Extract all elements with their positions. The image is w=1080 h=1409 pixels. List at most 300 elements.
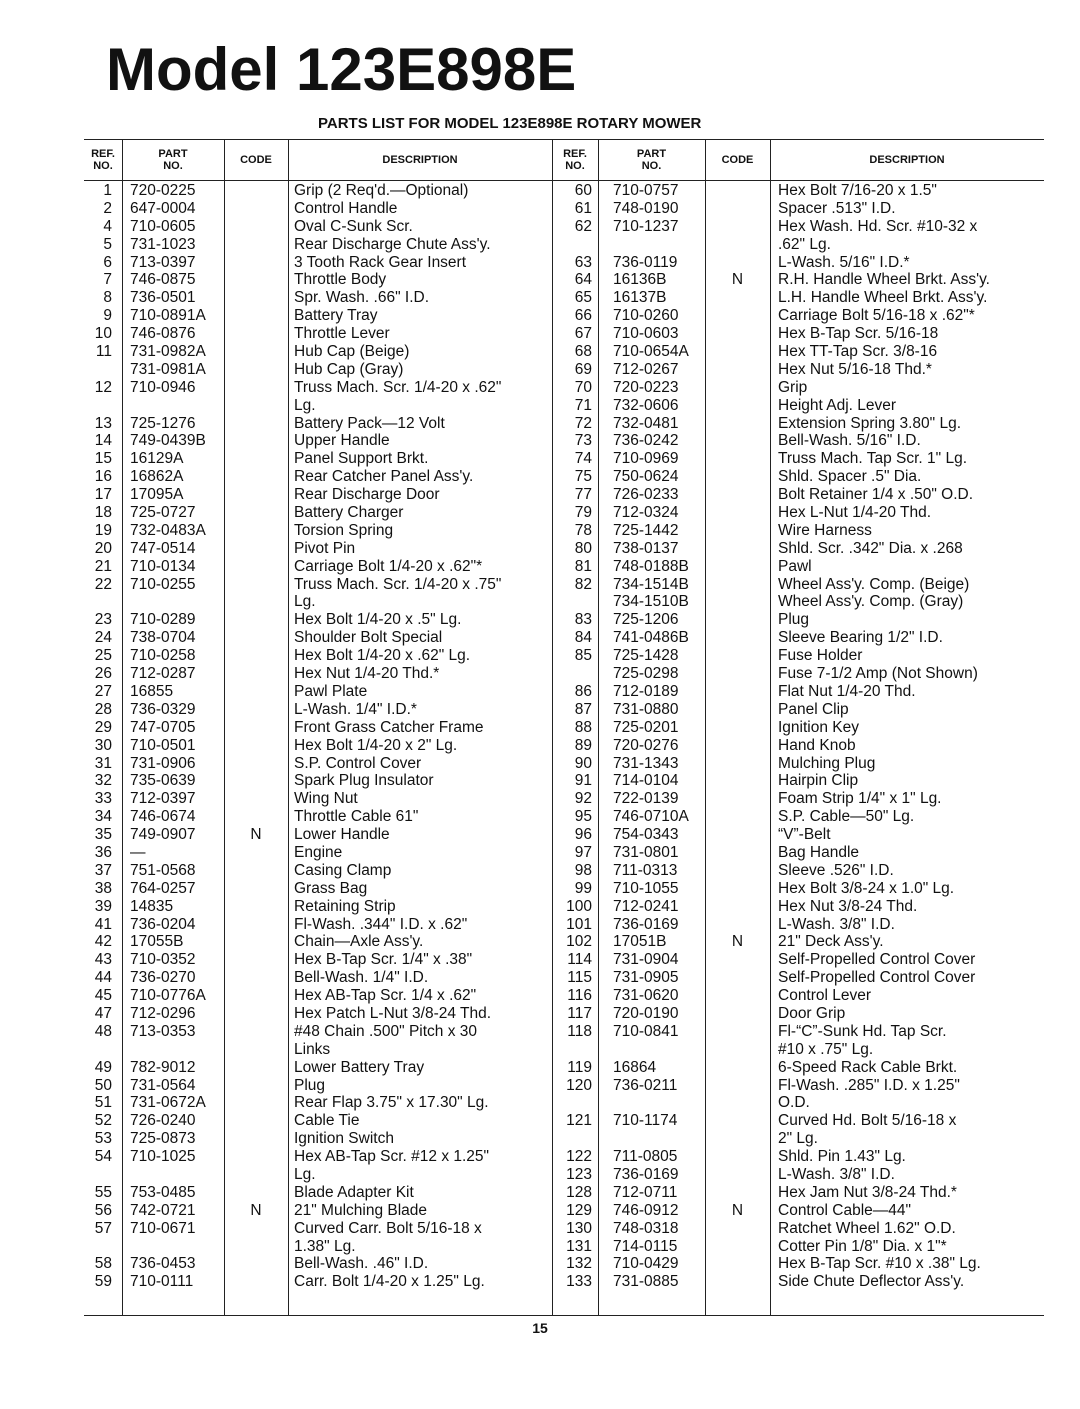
cell-part: 736-0211 xyxy=(613,1076,678,1094)
cell-part: 734-1514B xyxy=(613,575,689,593)
cell-part: 731-0801 xyxy=(613,843,679,861)
cell-part: 710-0352 xyxy=(130,951,196,969)
table-row xyxy=(84,307,1044,325)
cell-part: 713-0353 xyxy=(130,1022,196,1040)
cell-part: 731-0672A xyxy=(130,1094,206,1112)
table-row xyxy=(84,1041,1044,1059)
cell-part: 764-0257 xyxy=(130,879,196,897)
cell-ref: 98 xyxy=(574,861,592,879)
cell-part: 731-0564 xyxy=(130,1076,196,1094)
cell-ref: 26 xyxy=(94,665,112,683)
cell-part: 746-0674 xyxy=(130,808,196,826)
cell-desc: Grip (2 Req'd.—Optional) xyxy=(294,182,469,199)
cell-part: 731-0981A xyxy=(130,360,206,378)
table-row xyxy=(84,969,1044,987)
table-row xyxy=(84,289,1044,307)
cell-ref: 37 xyxy=(94,861,112,879)
cell-ref: 96 xyxy=(574,826,592,844)
cell-ref: 83 xyxy=(574,611,592,629)
cell-ref: 21 xyxy=(94,557,112,575)
cell-desc: Door Grip xyxy=(778,1004,846,1022)
cell-desc: 6-Speed Rack Cable Brkt. xyxy=(778,1058,958,1076)
cell-desc: Hex AB-Tap Scr. #12 x 1.25" xyxy=(294,1148,490,1166)
cell-desc: Wing Nut xyxy=(294,790,358,808)
table-row xyxy=(84,862,1044,880)
table-row xyxy=(84,1184,1044,1202)
cell-ref: 42 xyxy=(94,933,112,951)
cell-desc: Fl-Wash. .285" I.D. x 1.25" xyxy=(778,1076,960,1094)
cell-ref: 132 xyxy=(566,1255,592,1273)
cell-desc: Hex B-Tap Scr. 5/16-18 xyxy=(778,325,939,343)
cell-part: 710-0671 xyxy=(130,1219,196,1237)
cell-ref: 64 xyxy=(574,271,592,289)
cell-ref: 55 xyxy=(94,1183,112,1201)
cell-desc: Curved Carr. Bolt 5/16-18 x xyxy=(294,1219,482,1237)
cell-desc: Shld. Pin 1.43" Lg. xyxy=(778,1148,906,1166)
cell-part: 16136B xyxy=(613,271,667,289)
header-ref-line-1: REF. xyxy=(563,148,587,160)
cell-part: 725-1428 xyxy=(613,647,679,665)
cell-part: 725-1442 xyxy=(613,521,679,539)
cell-desc: Hex B-Tap Scr. #10 x .38" Lg. xyxy=(778,1255,981,1273)
cell-ref: 58 xyxy=(94,1255,112,1273)
table-row xyxy=(84,558,1044,576)
table-row xyxy=(84,737,1044,755)
table-row xyxy=(84,200,1044,218)
cell-part: 753-0485 xyxy=(130,1183,196,1201)
cell-ref: 57 xyxy=(94,1219,112,1237)
cell-ref: 123 xyxy=(566,1165,592,1183)
header-code-label: CODE xyxy=(721,154,754,166)
table-row xyxy=(84,1202,1044,1220)
table-row xyxy=(84,486,1044,504)
cell-desc: Fuse 7-1/2 Amp (Not Shown) xyxy=(778,665,978,683)
cell-desc: Links xyxy=(294,1040,331,1058)
cell-part: 710-0429 xyxy=(613,1255,679,1273)
cell-desc: Cotter Pin 1/8" Dia. x 1"* xyxy=(778,1237,947,1255)
cell-part: 738-0704 xyxy=(130,629,196,647)
cell-desc: Hex Bolt 3/8-24 x 1.0" Lg. xyxy=(778,879,955,897)
cell-ref: 51 xyxy=(94,1094,112,1112)
cell-ref: 115 xyxy=(567,969,592,987)
cell-desc: Fl-Wash. .344" I.D. x .62" xyxy=(294,915,468,933)
cell-part: 720-0225 xyxy=(130,182,196,199)
cell-ref: 18 xyxy=(94,504,112,522)
cell-part: 710-0757 xyxy=(613,182,679,199)
cell-ref: 16 xyxy=(94,468,112,486)
cell-ref: 66 xyxy=(574,307,592,325)
cell-ref: 119 xyxy=(567,1058,592,1076)
cell-part: 647-0004 xyxy=(130,199,196,217)
cell-desc: Engine xyxy=(294,843,343,861)
cell-ref: 14 xyxy=(94,432,112,450)
cell-ref: 5 xyxy=(103,235,112,253)
cell-part: 732-0606 xyxy=(613,396,679,414)
cell-desc: Plug xyxy=(778,611,810,629)
cell-desc: Spacer .513" I.D. xyxy=(778,199,896,217)
cell-desc: 3 Tooth Rack Gear Insert xyxy=(294,253,467,271)
cell-ref: 12 xyxy=(94,378,112,396)
cell-ref: 20 xyxy=(94,539,112,557)
cell-part: 736-0501 xyxy=(130,289,196,307)
cell-desc: R.H. Handle Wheel Brkt. Ass'y. xyxy=(778,271,990,289)
cell-desc: Self-Propelled Control Cover xyxy=(778,969,976,987)
cell-ref: 50 xyxy=(94,1076,112,1094)
table-row xyxy=(84,844,1044,862)
cell-desc: Flat Nut 1/4-20 Thd. xyxy=(778,682,916,700)
table-row xyxy=(84,379,1044,397)
cell-ref: 74 xyxy=(574,450,592,468)
cell-part: 731-1023 xyxy=(130,235,196,253)
cell-desc: L.H. Handle Wheel Brkt. Ass'y. xyxy=(778,289,988,307)
header-code xyxy=(224,140,288,180)
cell-ref: 68 xyxy=(574,343,592,361)
page-title: Model 123E898E xyxy=(106,36,577,103)
cell-ref: 67 xyxy=(574,325,592,343)
cell-ref: 8 xyxy=(103,289,112,307)
cell-desc: Bolt Retainer 1/4 x .50" O.D. xyxy=(778,486,974,504)
cell-ref: 91 xyxy=(574,772,592,790)
cell-desc: Hex Bolt 1/4-20 x 2" Lg. xyxy=(294,736,458,754)
cell-part: 712-0189 xyxy=(613,682,679,700)
cell-desc: Hub Cap (Beige) xyxy=(294,343,410,361)
cell-part: 732-0481 xyxy=(613,414,679,432)
cell-desc: Truss Mach. Scr. 1/4-20 x .75" xyxy=(294,575,502,593)
table-row xyxy=(84,790,1044,808)
cell-desc: Front Grass Catcher Frame xyxy=(294,718,484,736)
cell-part: — xyxy=(130,843,146,861)
cell-ref: 33 xyxy=(94,790,112,808)
cell-part: 738-0137 xyxy=(613,539,679,557)
cell-ref: 133 xyxy=(566,1273,592,1291)
cell-ref: 81 xyxy=(574,557,592,575)
cell-ref: 30 xyxy=(94,736,112,754)
header-code-right xyxy=(705,140,770,180)
cell-desc: Shld. Scr. .342" Dia. x .268 xyxy=(778,539,963,557)
cell-desc: Side Chute Deflector Ass'y. xyxy=(778,1273,965,1291)
cell-desc: Lower Handle xyxy=(294,826,390,844)
cell-desc: Ratchet Wheel 1.62" O.D. xyxy=(778,1219,956,1237)
header-part-line-2: NO. xyxy=(641,160,662,172)
cell-ref: 82 xyxy=(574,575,592,593)
cell-desc: .62" Lg. xyxy=(778,235,831,253)
cell-desc: Fl-“C”-Sunk Hd. Tap Scr. xyxy=(778,1022,947,1040)
cell-ref: 29 xyxy=(94,718,112,736)
cell-desc: L-Wash. 3/8" I.D. xyxy=(778,915,895,933)
cell-desc: Extension Spring 3.80" Lg. xyxy=(778,414,962,432)
cell-desc: Hex Bolt 1/4-20 x .62" Lg. xyxy=(294,647,471,665)
cell-desc: Panel Clip xyxy=(778,700,849,718)
cell-desc: Hex Nut 3/8-24 Thd. xyxy=(778,897,918,915)
table-row xyxy=(84,719,1044,737)
cell-part: 720-0190 xyxy=(613,1004,679,1022)
cell-ref: 45 xyxy=(94,987,112,1005)
table-row xyxy=(84,325,1044,343)
cell-ref: 78 xyxy=(574,521,592,539)
cell-ref: 100 xyxy=(566,897,592,915)
header-code-label: CODE xyxy=(240,154,272,166)
table-row xyxy=(84,593,1044,611)
cell-ref: 11 xyxy=(95,343,112,361)
cell-part: 726-0240 xyxy=(130,1112,196,1130)
cell-desc: Hex Jam Nut 3/8-24 Thd.* xyxy=(778,1183,957,1201)
cell-code: N xyxy=(250,826,262,844)
cell-part: 14835 xyxy=(130,897,174,915)
cell-part: 731-0904 xyxy=(613,951,679,969)
cell-ref: 85 xyxy=(574,647,592,665)
cell-ref: 19 xyxy=(94,521,112,539)
cell-desc: Hex TT-Tap Scr. 3/8-16 xyxy=(778,343,938,361)
table-row xyxy=(84,1220,1044,1238)
cell-desc: Shoulder Bolt Special xyxy=(294,629,443,647)
cell-part: 16855 xyxy=(130,682,174,700)
cell-desc: Hex AB-Tap Scr. 1/4 x .62" xyxy=(294,987,477,1005)
cell-ref: 80 xyxy=(574,539,592,557)
cell-ref: 121 xyxy=(566,1112,592,1130)
cell-part: 731-0905 xyxy=(613,969,679,987)
cell-part: 750-0624 xyxy=(613,468,679,486)
cell-ref: 15 xyxy=(94,450,112,468)
cell-desc: Battery Tray xyxy=(294,307,378,325)
cell-part: 710-0260 xyxy=(613,307,679,325)
cell-ref: 34 xyxy=(94,808,112,826)
cell-desc: Panel Support Brkt. xyxy=(294,450,429,468)
cell-part: 712-0287 xyxy=(130,665,196,683)
cell-desc: Rear Discharge Chute Ass'y. xyxy=(294,235,491,253)
cell-code: N xyxy=(731,271,744,289)
cell-desc: 2" Lg. xyxy=(778,1130,818,1148)
cell-part: 725-0873 xyxy=(130,1130,196,1148)
cell-desc: Hex L-Nut 1/4-20 Thd. xyxy=(778,504,932,522)
cell-desc: “V”-Belt xyxy=(778,826,831,844)
table-row xyxy=(84,808,1044,826)
cell-desc: Hex Wash. Hd. Scr. #10-32 x xyxy=(778,217,978,235)
table-row xyxy=(84,576,1044,594)
cell-ref: 102 xyxy=(566,933,592,951)
cell-desc: Hex Patch L-Nut 3/8-24 Thd. xyxy=(294,1004,492,1022)
cell-ref: 97 xyxy=(574,843,592,861)
cell-desc: #48 Chain .500" Pitch x 30 xyxy=(294,1022,478,1040)
cell-part: 747-0705 xyxy=(130,718,196,736)
page-number: 15 xyxy=(532,1320,548,1336)
cell-code: N xyxy=(250,1201,262,1219)
cell-desc: Hex Nut 1/4-20 Thd.* xyxy=(294,665,440,683)
table-row xyxy=(84,987,1044,1005)
cell-ref: 59 xyxy=(94,1273,112,1291)
cell-part: 712-0397 xyxy=(130,790,196,808)
header-part-no xyxy=(122,140,224,180)
cell-part: 710-1025 xyxy=(130,1148,196,1166)
header-description-label: DESCRIPTION xyxy=(869,154,945,166)
parts-table xyxy=(84,139,1044,1316)
cell-part: 746-0876 xyxy=(130,325,196,343)
cell-desc: Spr. Wash. .66" I.D. xyxy=(294,289,430,307)
cell-desc: Bag Handle xyxy=(778,843,860,861)
header-part-line-1: PART xyxy=(158,148,188,160)
cell-ref: 31 xyxy=(94,754,112,772)
cell-ref: 129 xyxy=(566,1201,592,1219)
cell-ref: 114 xyxy=(567,951,592,969)
table-row xyxy=(84,1023,1044,1041)
table-row xyxy=(84,1148,1044,1166)
cell-desc: Pivot Pin xyxy=(294,539,356,557)
cell-part: 748-0318 xyxy=(613,1219,679,1237)
cell-ref: 43 xyxy=(94,951,112,969)
cell-part: 748-0188B xyxy=(613,557,689,575)
cell-part: 736-0329 xyxy=(130,700,196,718)
cell-desc: Control Handle xyxy=(294,199,398,217)
table-row xyxy=(84,1005,1044,1023)
cell-ref: 52 xyxy=(94,1112,112,1130)
cell-part: 725-0727 xyxy=(130,504,196,522)
cell-desc: Lg. xyxy=(294,396,316,414)
cell-ref: 116 xyxy=(567,987,592,1005)
table-row xyxy=(84,1238,1044,1256)
cell-ref: 86 xyxy=(574,682,592,700)
header-description-label: DESCRIPTION xyxy=(382,154,458,166)
cell-ref: 87 xyxy=(574,700,592,718)
cell-desc: Control Cable—44" xyxy=(778,1201,912,1219)
table-row xyxy=(84,1166,1044,1184)
cell-ref: 1 xyxy=(103,182,112,199)
cell-part: 741-0486B xyxy=(613,629,689,647)
header-ref-line-1: REF. xyxy=(91,148,115,160)
cell-desc: Battery Charger xyxy=(294,504,404,522)
cell-part: 735-0639 xyxy=(130,772,196,790)
cell-part: 742-0721 xyxy=(130,1201,196,1219)
header-part-line-1: PART xyxy=(636,148,667,160)
cell-part: 725-0201 xyxy=(613,718,679,736)
cell-ref: 118 xyxy=(567,1022,592,1040)
cell-desc: Carriage Bolt 1/4-20 x .62"* xyxy=(294,557,483,575)
cell-ref: 32 xyxy=(94,772,112,790)
cell-ref: 69 xyxy=(574,360,592,378)
cell-desc: L-Wash. 1/4" I.D.* xyxy=(294,700,417,718)
cell-desc: Lg. xyxy=(294,593,316,611)
table-row xyxy=(84,236,1044,254)
table-row xyxy=(84,254,1044,272)
cell-ref: 54 xyxy=(94,1148,112,1166)
cell-ref: 71 xyxy=(574,396,592,414)
cell-ref: 92 xyxy=(574,790,592,808)
table-row xyxy=(84,951,1044,969)
cell-ref: 13 xyxy=(94,414,112,432)
cell-ref: 53 xyxy=(94,1130,112,1148)
table-row xyxy=(84,665,1044,683)
cell-part: 746-0875 xyxy=(130,271,196,289)
cell-part: 746-0912 xyxy=(613,1201,679,1219)
cell-ref: 41 xyxy=(94,915,112,933)
parts-list-subtitle: PARTS LIST FOR MODEL 123E898E ROTARY MOWER xyxy=(318,115,702,132)
cell-desc: Height Adj. Lever xyxy=(778,396,897,414)
cell-desc: Battery Pack—12 Volt xyxy=(294,414,445,432)
cell-part: 712-0324 xyxy=(613,504,679,522)
table-row xyxy=(84,450,1044,468)
cell-desc: Casing Clamp xyxy=(294,861,392,879)
table-row xyxy=(84,755,1044,773)
cell-desc: 21" Mulching Blade xyxy=(294,1201,428,1219)
cell-ref: 60 xyxy=(574,182,592,199)
table-row xyxy=(84,701,1044,719)
table-row xyxy=(84,1255,1044,1273)
cell-desc: Sleeve Bearing 1/2" I.D. xyxy=(778,629,943,647)
cell-part: 732-0483A xyxy=(130,521,206,539)
cell-desc: Hex Bolt 7/16-20 x 1.5" xyxy=(778,182,937,199)
cell-desc: S.P. Cable—50" Lg. xyxy=(778,808,915,826)
cell-part: 712-0711 xyxy=(613,1183,678,1201)
cell-desc: Ignition Switch xyxy=(294,1130,394,1148)
table-row xyxy=(84,1094,1044,1112)
cell-part: 16864 xyxy=(613,1058,657,1076)
cell-desc: Blade Adapter Kit xyxy=(294,1183,414,1201)
cell-desc: Ignition Key xyxy=(778,718,859,736)
cell-part: 710-0501 xyxy=(130,736,196,754)
cell-ref: 56 xyxy=(94,1201,112,1219)
cell-code: N xyxy=(731,1201,744,1219)
cell-ref: 101 xyxy=(566,915,592,933)
cell-ref: 73 xyxy=(574,432,592,450)
cell-desc: Grip xyxy=(778,378,808,396)
cell-part: 736-0242 xyxy=(613,432,679,450)
cell-part: 731-1343 xyxy=(613,754,679,772)
table-row xyxy=(84,540,1044,558)
cell-desc: Foam Strip 1/4" x 1" Lg. xyxy=(778,790,942,808)
header-ref-no-right xyxy=(552,140,598,180)
table-row xyxy=(84,683,1044,701)
cell-ref: 4 xyxy=(103,217,112,235)
cell-desc: Self-Propelled Control Cover xyxy=(778,951,976,969)
header-description xyxy=(288,140,552,180)
cell-part: 746-0710A xyxy=(613,808,689,826)
cell-ref: 38 xyxy=(94,879,112,897)
cell-ref: 23 xyxy=(94,611,112,629)
cell-part: 16137B xyxy=(613,289,667,307)
header-part-line-2: NO. xyxy=(163,160,183,172)
table-row xyxy=(84,218,1044,236)
cell-ref: 36 xyxy=(94,843,112,861)
cell-part: 736-0169 xyxy=(613,915,679,933)
cell-desc: Control Lever xyxy=(778,987,872,1005)
cell-desc: Bell-Wash. 1/4" I.D. xyxy=(294,969,429,987)
cell-part: 710-0255 xyxy=(130,575,196,593)
cell-desc: Hairpin Clip xyxy=(778,772,859,790)
cell-part: 711-0313 xyxy=(613,861,678,879)
table-row xyxy=(84,611,1044,629)
cell-desc: Throttle Cable 61" xyxy=(294,808,419,826)
table-row xyxy=(84,1077,1044,1095)
cell-desc: Torsion Spring xyxy=(294,521,394,539)
cell-ref: 2 xyxy=(103,199,112,217)
cell-part: 713-0397 xyxy=(130,253,196,271)
cell-desc: Pawl xyxy=(778,557,812,575)
cell-desc: S.P. Control Cover xyxy=(294,754,422,772)
cell-ref: 95 xyxy=(574,808,592,826)
cell-ref: 70 xyxy=(574,378,592,396)
cell-ref: 79 xyxy=(574,504,592,522)
cell-desc: Shld. Spacer .5" Dia. xyxy=(778,468,922,486)
cell-ref: 90 xyxy=(574,754,592,772)
cell-part: 710-0603 xyxy=(613,325,679,343)
cell-part: 731-0885 xyxy=(613,1273,679,1291)
cell-desc: Curved Hd. Bolt 5/16-18 x xyxy=(778,1112,957,1130)
cell-ref: 25 xyxy=(94,647,112,665)
cell-part: 782-9012 xyxy=(130,1058,196,1076)
cell-part: 711-0805 xyxy=(613,1148,678,1166)
table-row xyxy=(84,271,1044,289)
cell-part: 725-0298 xyxy=(613,665,679,683)
cell-ref: 44 xyxy=(94,969,112,987)
cell-desc: Spark Plug Insulator xyxy=(294,772,434,790)
